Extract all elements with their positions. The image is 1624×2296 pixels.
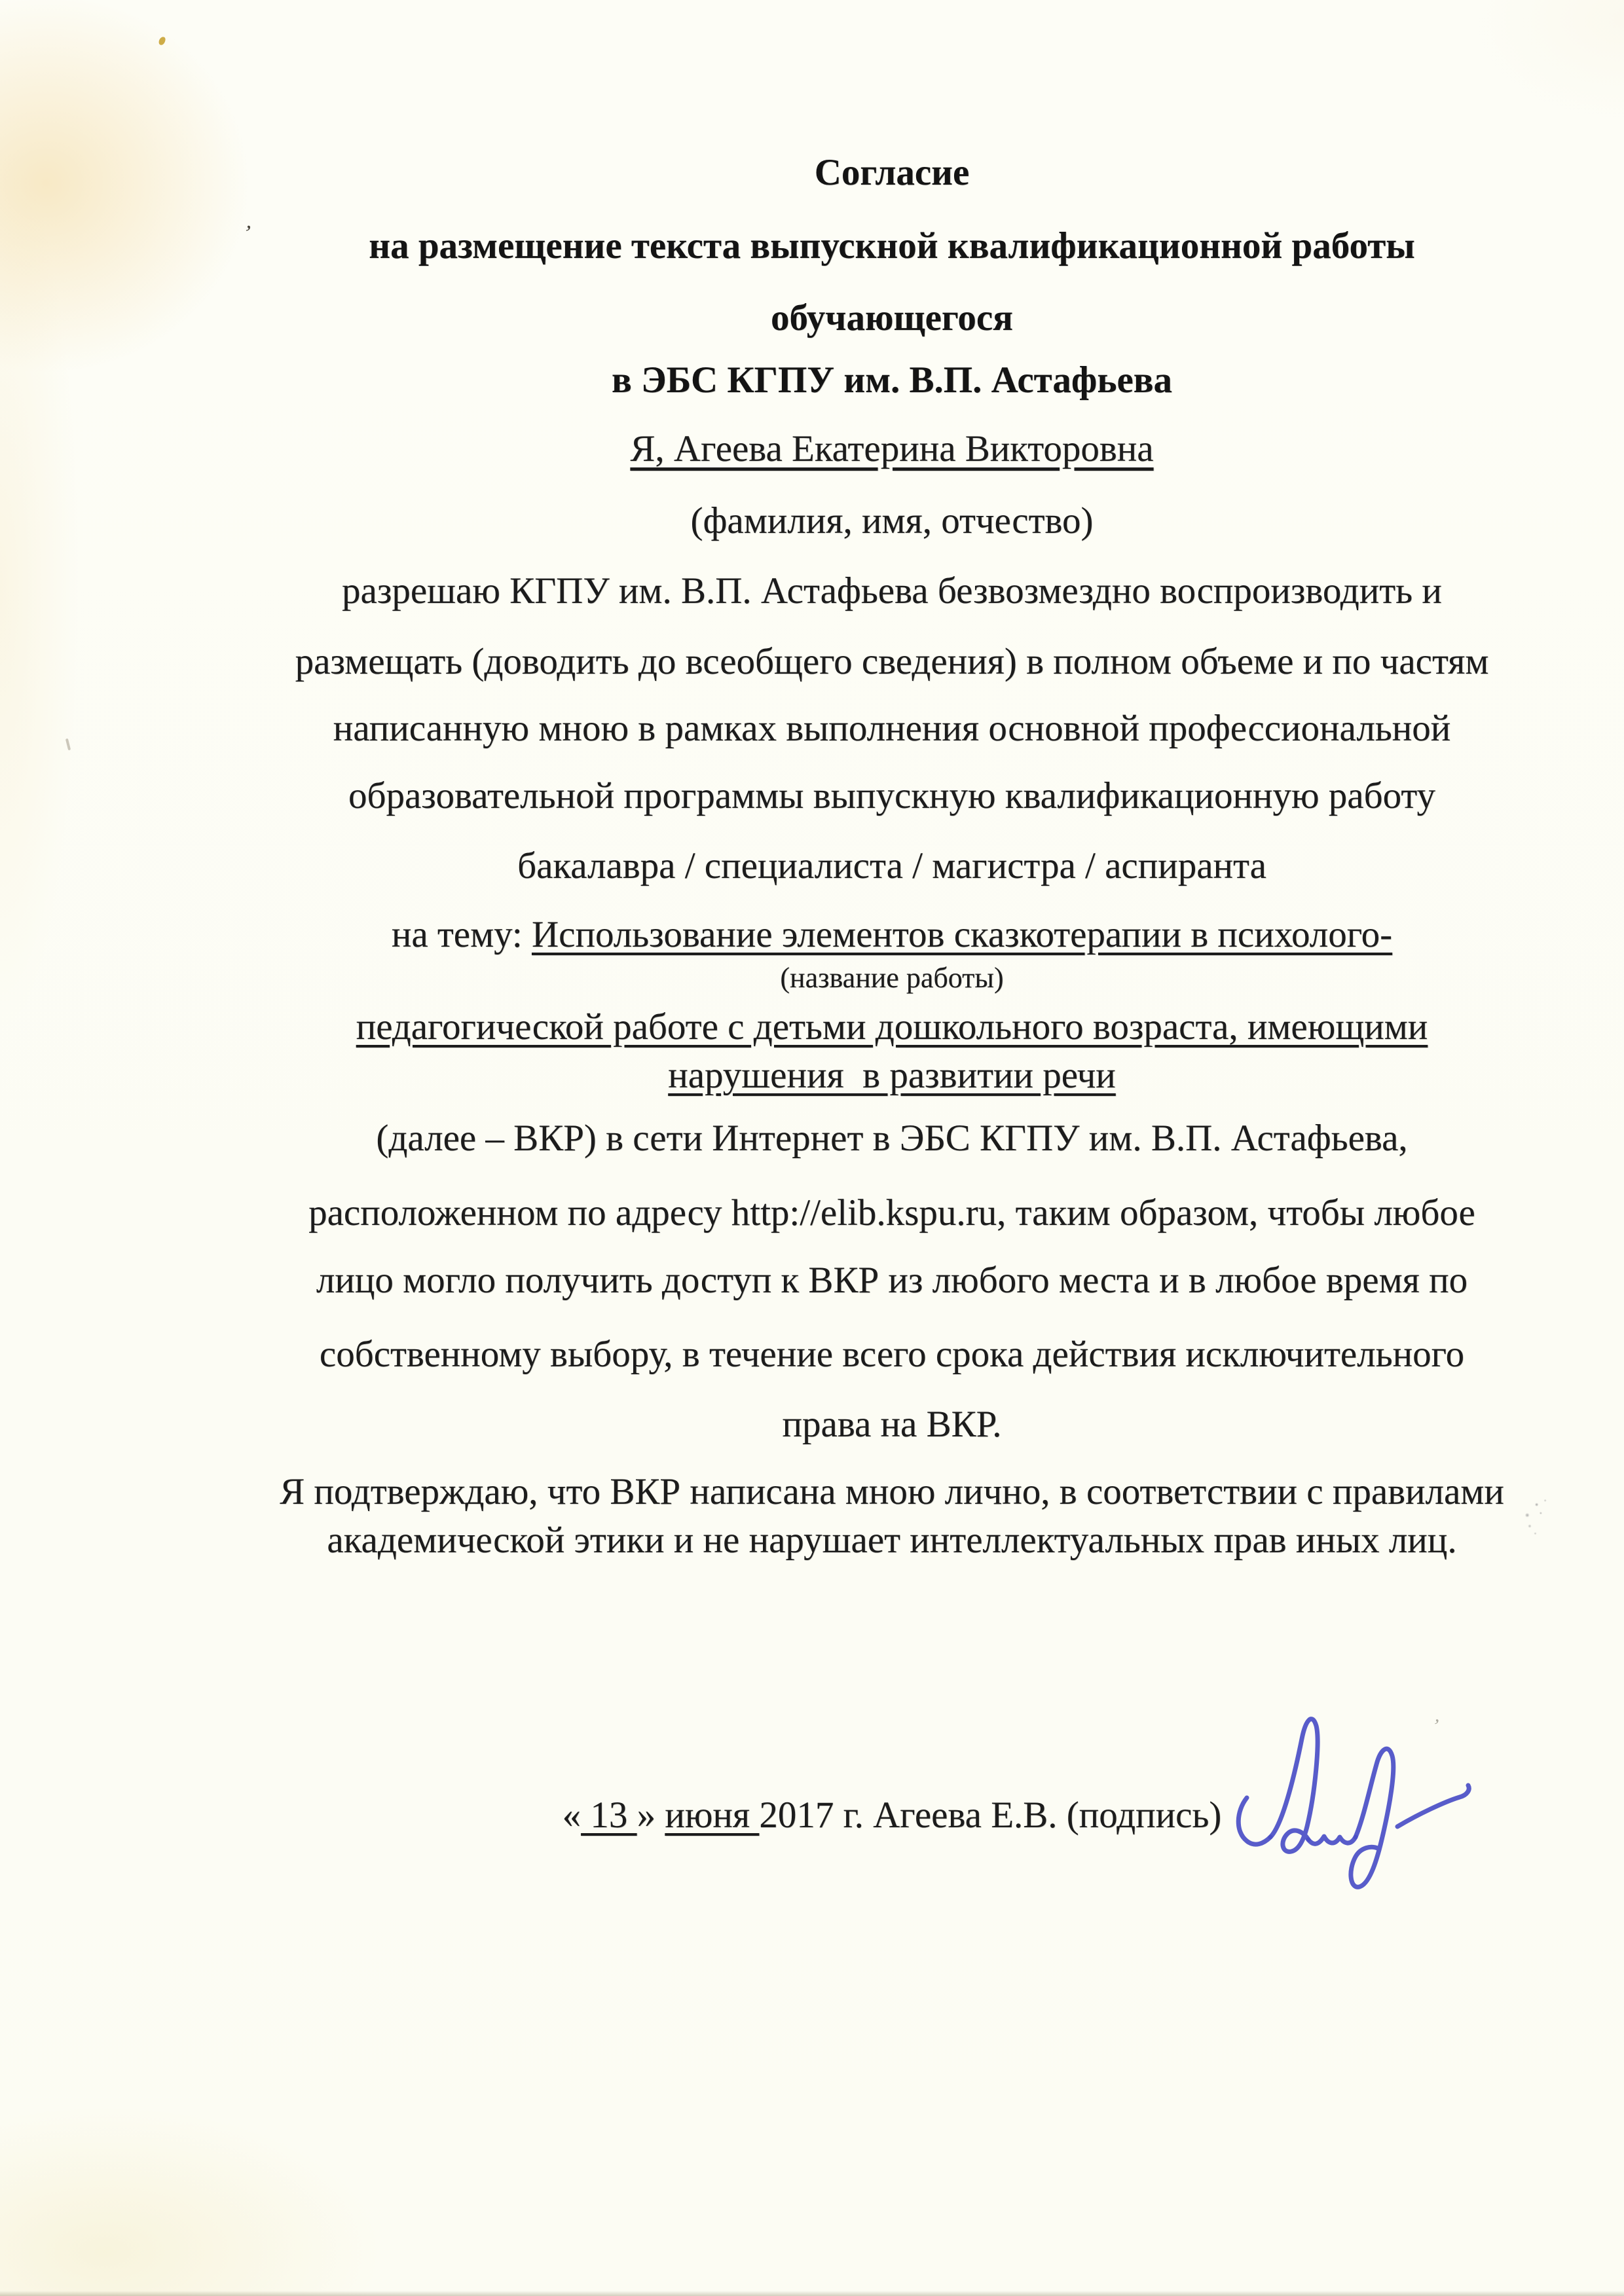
author-name-caption: (фамилия, имя, отчество): [690, 500, 1094, 541]
topic-label: на тему:: [391, 914, 532, 955]
body-line: собственному выбору, в течение всего срока действия исключительного: [319, 1334, 1465, 1375]
handwritten-signature: [1213, 1701, 1501, 1917]
confirmation-line: Я подтверждаю, что ВКР написана мною лично, в соответствии с правилами: [280, 1471, 1504, 1512]
topic-line-2: [98, 1006, 1624, 1049]
doc-title: Согласие: [814, 152, 970, 193]
quote-close: »: [637, 1795, 656, 1836]
scan-apostrophe-artifact: ’: [241, 221, 254, 246]
body-line: образовательной программы выпускную квалификационную работу: [348, 775, 1435, 816]
scan-apostrophe-faint-artifact: ’: [1431, 1715, 1441, 1738]
author-name-line: [98, 428, 1624, 471]
quote-open: «: [562, 1795, 581, 1836]
signature-ink-strokes: [1238, 1719, 1469, 1887]
doc-subtitle-3: в ЭБС КГПУ им. В.П. Астафьева: [611, 359, 1173, 401]
body-line: размещать (доводить до всеобщего сведения) в полном объеме и по частям: [295, 641, 1489, 682]
scan-speck-artifact: [158, 36, 166, 46]
body-line: права на ВКР.: [782, 1404, 1002, 1445]
date-month: июня: [665, 1795, 760, 1836]
body-line: написанную мною в рамках выполнения основной профессиональной: [333, 708, 1451, 749]
body-line: лицо могло получить доступ к ВКР из любого места и в любое время по: [316, 1260, 1468, 1301]
topic-title-part-2: педагогической работе с детьми дошкольного возраста, имеющими: [356, 1006, 1428, 1048]
doc-subtitle-1: на размещение текста выпускной квалификационной работы: [369, 225, 1415, 266]
date-separator: [655, 1795, 665, 1836]
topic-title-part-3: нарушения в развитии речи: [668, 1055, 1116, 1096]
confirmation-line: академической этики и не нарушает интеллектуальных прав иных лиц.: [327, 1520, 1457, 1561]
topic-caption: (название работы): [780, 962, 1004, 994]
topic-title-part-1: Использование элементов сказкотерапии в психолого-: [531, 914, 1393, 955]
author-name: Я, Агеева Екатерина Викторовна: [630, 428, 1154, 469]
body-line: разрешаю КГПУ им. В.П. Астафьева безвозмездно воспроизводить и: [342, 570, 1442, 611]
date-day: 13: [581, 1795, 637, 1836]
body-line: бакалавра / специалиста / магистра / аспиранта: [517, 845, 1266, 886]
date-rest: 2017 г. Агеева Е.В. (подпись): [759, 1795, 1222, 1836]
body-line: расположенном по адресу http://elib.kspu.ru, таким образом, чтобы любое: [308, 1192, 1475, 1233]
topic-line-1: [98, 913, 1624, 957]
scan-tick-artifact: [65, 738, 71, 750]
topic-line-3: [98, 1054, 1624, 1097]
body-line: (далее – ВКР) в сети Интернет в ЭБС КГПУ им. В.П. Астафьева,: [376, 1118, 1408, 1159]
doc-subtitle-2: обучающегося: [770, 297, 1014, 338]
